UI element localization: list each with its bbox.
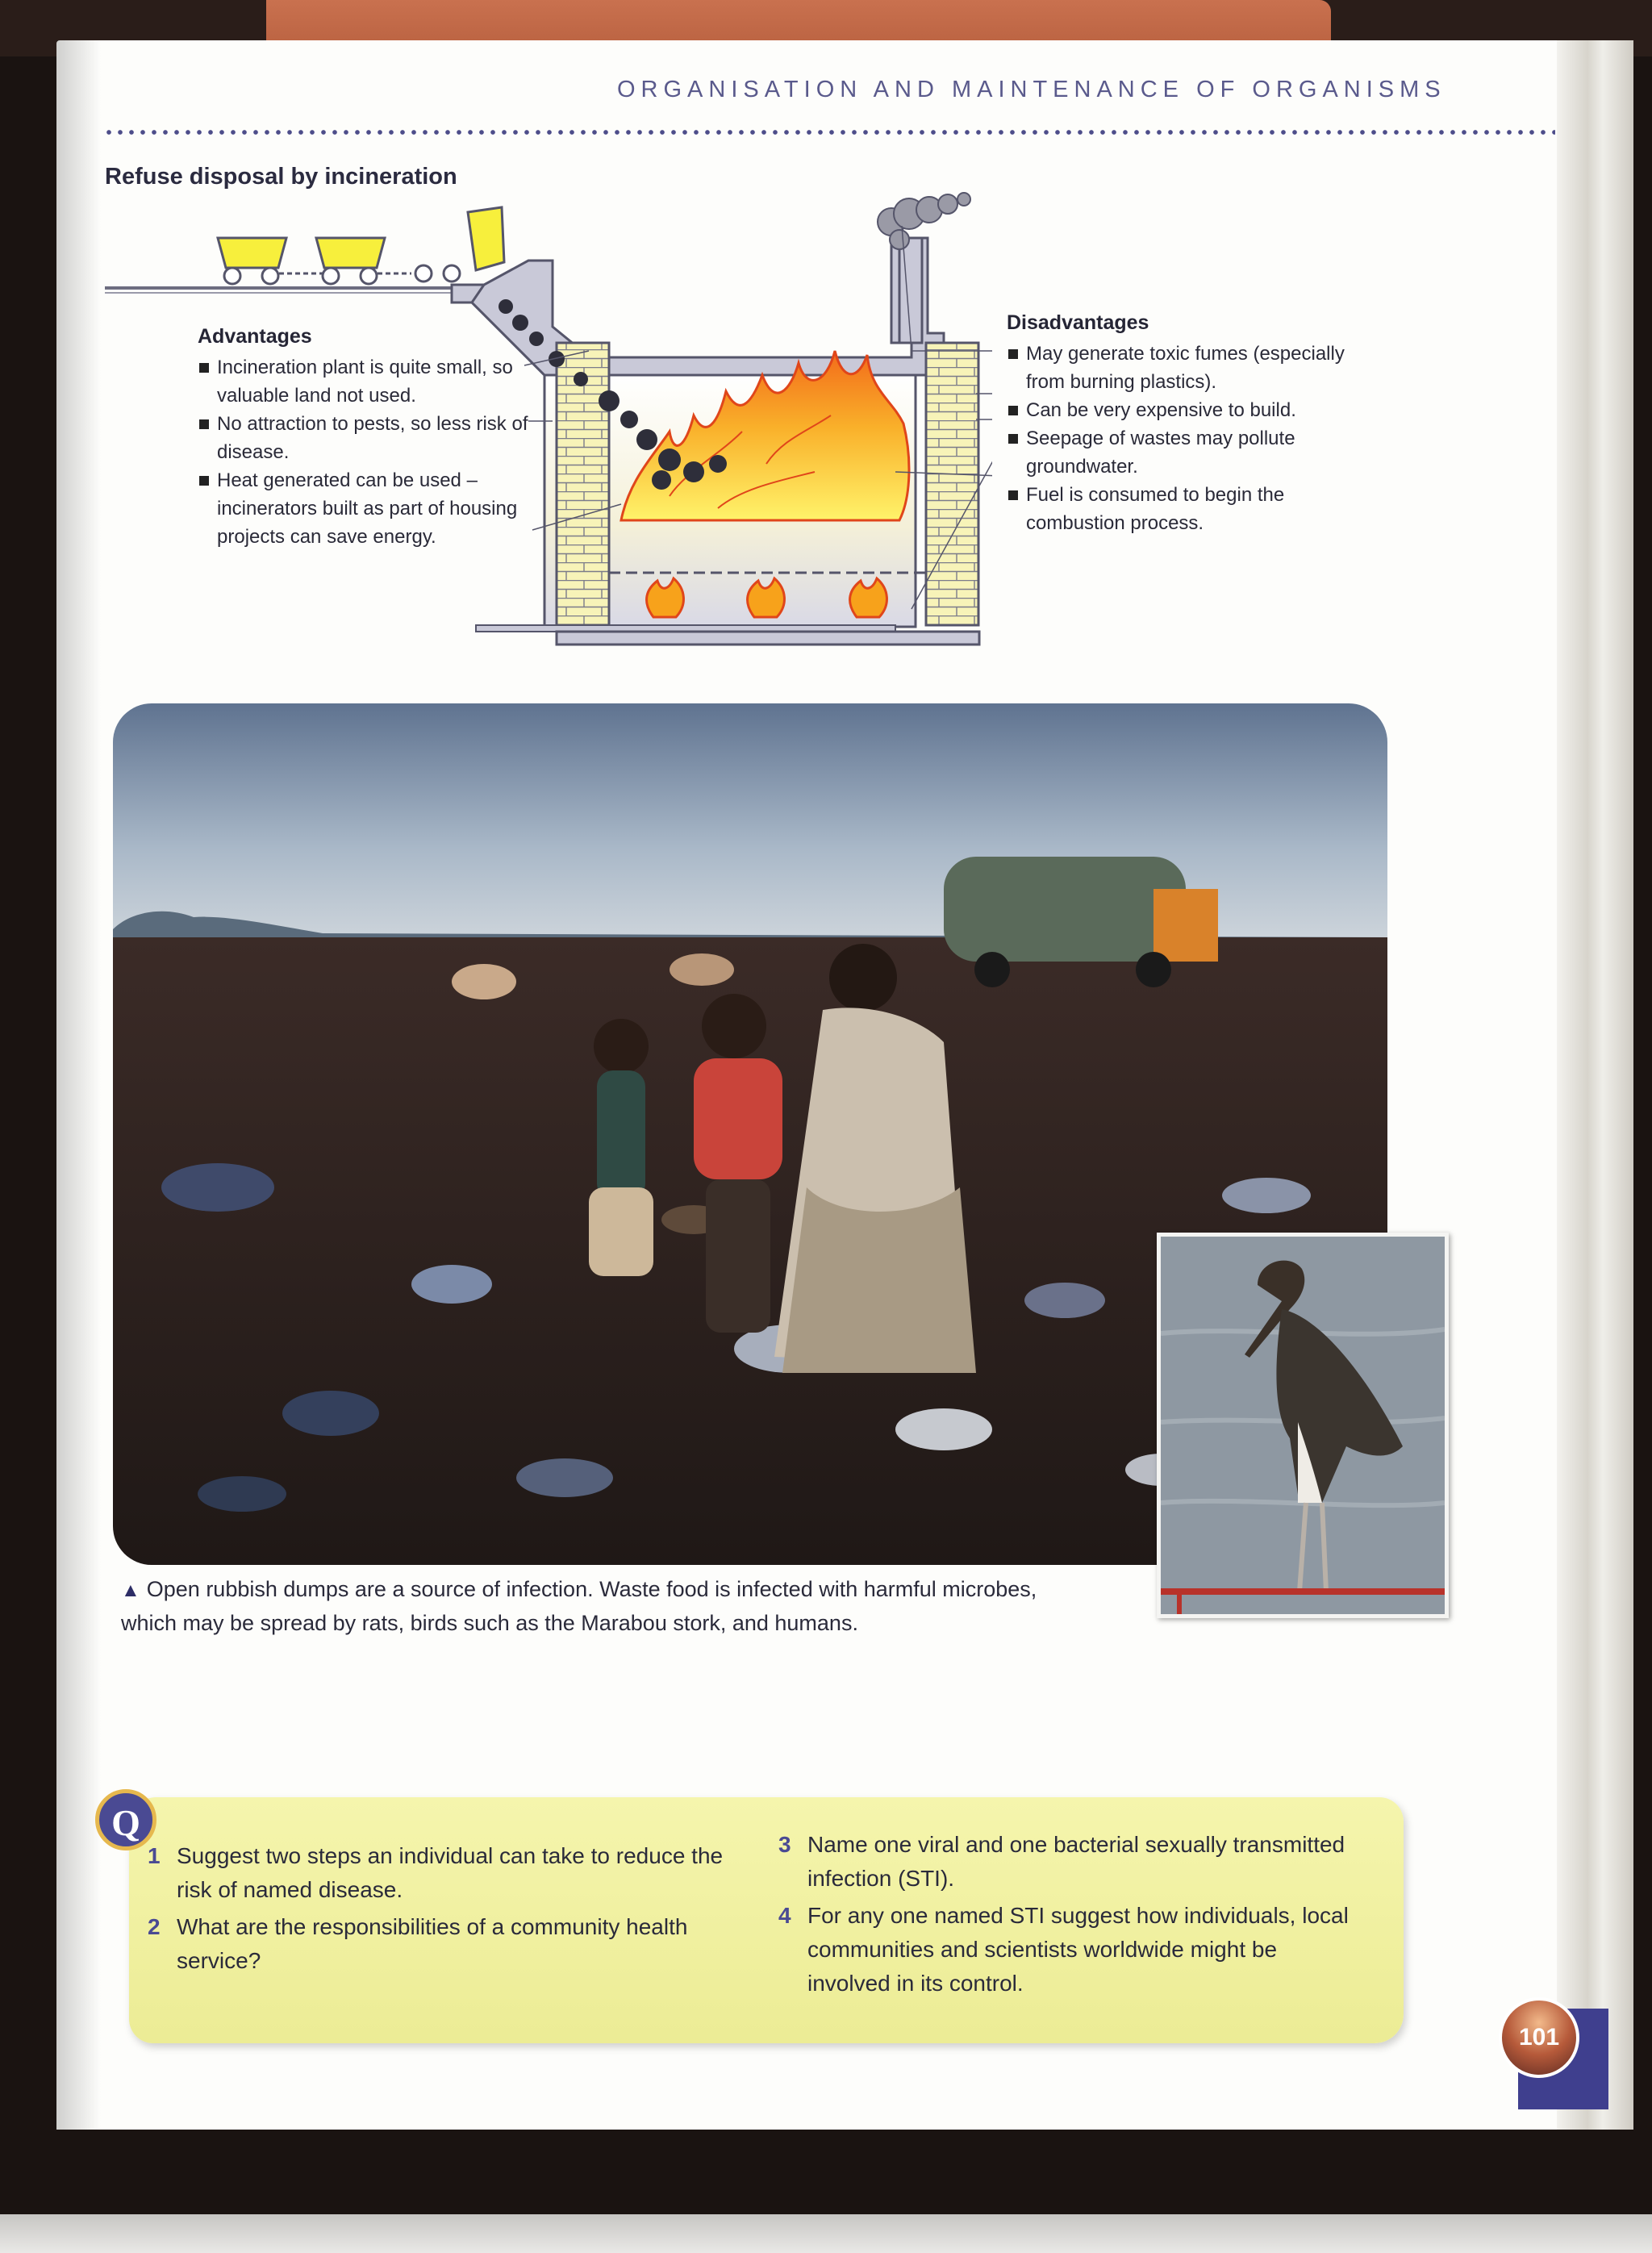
question-number: 3 [778,1832,791,1857]
question-number: 1 [148,1843,161,1868]
question-item [778,1828,1359,1896]
question-text: Name one viral and one bacterial sexually transmitted infection (STI). [807,1832,1345,1891]
question-badge: Q [95,1789,156,1850]
running-header: ORGANISATION AND MAINTENANCE OF ORGANISMS [617,77,1446,102]
disadvantage-item: May generate toxic fumes (especially from burning plastics). [1007,340,1362,396]
questions-right-column [778,1828,1359,2004]
question-text: What are the responsibilities of a community health service? [177,1914,688,1973]
advantage-item: Heat generated can be used – incinerators built as part of housing projects can save energy. [198,466,536,551]
page-number: 101 [1499,1997,1579,2078]
diagram-title: Refuse disposal by incineration [105,164,457,190]
advantage-item: No attraction to pests, so less risk of disease. [198,410,536,466]
marabou-stork-illustration [1161,1237,1445,1614]
desk-bottom [0,2214,1652,2253]
question-item [778,1899,1359,2001]
caption-marker: ▲ [121,1579,140,1601]
question-number: 2 [148,1914,161,1939]
disadvantages-list [1007,311,1362,537]
caption-text: Open rubbish dumps are a source of infection. Waste food is infected with harmful microbes, which may be spread by rats, birds such as the Marabou stork, and humans. [121,1577,1037,1635]
advantages-title: Advantages [198,325,312,348]
disadvantage-item: Can be very expensive to build. [1007,396,1362,424]
page-stack-edge [1557,40,1633,2130]
tipping-cart [415,207,504,282]
disadvantages-title: Disadvantages [1007,311,1149,334]
question-item [148,1910,728,1978]
waste-cart [316,238,385,284]
question-item [148,1839,728,1907]
question-text: For any one named STI suggest how individuals, local communities and scientists worldwide might be involved in its control. [807,1903,1349,1996]
disadvantage-item: Seepage of wastes may pollute groundwater. [1007,424,1362,481]
marabou-stork-photo [1157,1233,1449,1618]
advantage-item: Incineration plant is quite small, so valuable land not used. [198,353,536,410]
waste-cart [218,238,286,284]
question-number: 4 [778,1903,791,1928]
disadvantage-item: Fuel is consumed to begin the combustion process. [1007,481,1362,537]
questions-left-column [148,1839,728,1981]
question-text: Suggest two steps an individual can take to reduce the risk of named disease. [177,1843,724,1902]
photo-caption [121,1573,1049,1640]
advantages-list [198,325,536,551]
dotted-rule [103,129,1555,136]
page-gutter-shadow [56,40,101,2130]
